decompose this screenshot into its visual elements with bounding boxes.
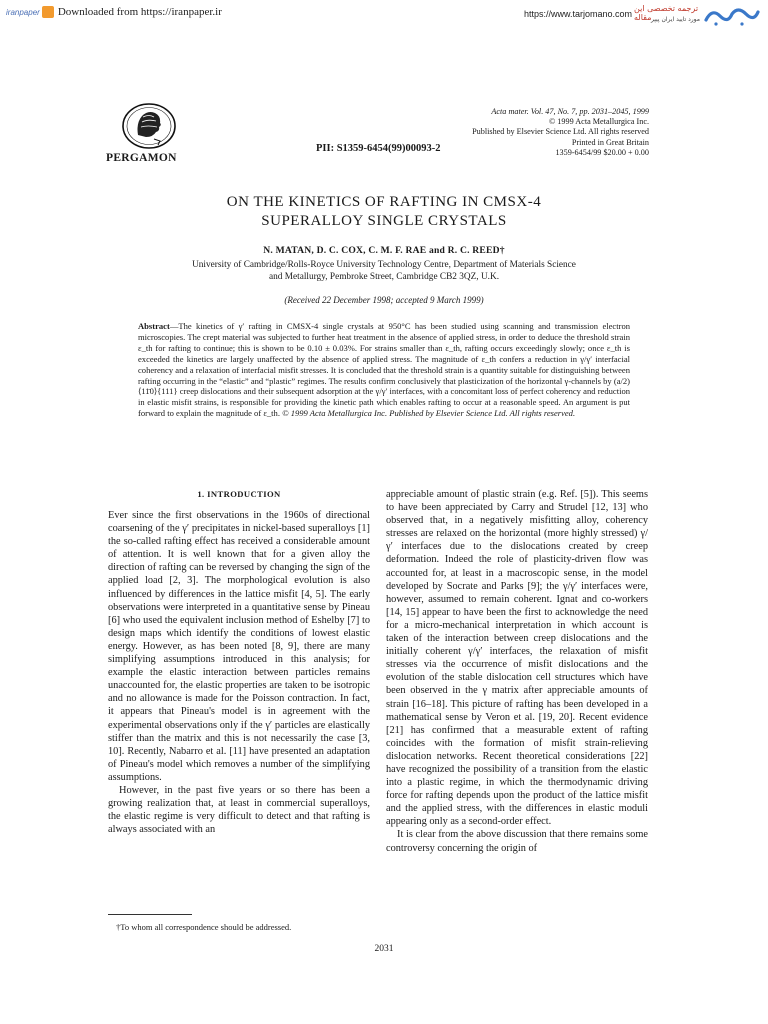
download-banner (6, 3, 222, 21)
journal-citation: Acta mater. Vol. 47, No. 7, pp. 2031–2045, 1999 (491, 107, 649, 116)
journal-publisher: Published by Elsevier Science Ltd. All rights reserved (472, 127, 649, 137)
paragraph-4: It is clear from the above discussion that there remains some controversy concerning the origin of (386, 829, 648, 854)
journal-issn-price: 1359-6454/99 $20.00 + 0.00 (555, 147, 649, 157)
pergamon-logo-icon (120, 101, 178, 151)
iranpaper-logo-icon (42, 6, 54, 18)
abstract (138, 321, 630, 419)
tarjomano-subtagline: مورد تایید ایران پیپر (650, 16, 700, 23)
iranpaper-logo: iranpaper (6, 6, 54, 18)
affiliation-line-2: and Metallurgy, Pembroke Street, Cambridge CB2 3QZ, U.K. (268, 271, 500, 282)
journal-printed: Printed in Great Britain (571, 137, 649, 147)
tarjomano-logo-icon (702, 2, 760, 28)
page-number: 2031 (374, 944, 394, 954)
abstract-label: Abstract (138, 321, 170, 331)
tarjomano-tagline: ترجمه تخصصی این مقاله (634, 4, 699, 22)
pii-identifier: PII: S1359-6454(99)00093-2 (316, 143, 441, 154)
body-column-right (386, 488, 648, 855)
correspondence-footnote: †To whom all correspondence should be addressed. (116, 922, 292, 932)
affiliation (140, 260, 628, 283)
article-title (120, 193, 648, 231)
journal-copyright: © 1999 Acta Metallurgica Inc. (549, 117, 649, 127)
abstract-text: —The kinetics of γ′ rafting in CMSX-4 single crystals at 950°C has been studied using scanning and transmission electron microscopies. The crept material was subjected to further heat treatment in the absence of applied stress, in order to deduce the threshold strain ε_th for rafting to continue; this is shown to be 0.10 ± 0.03%. For strains smaller than ε_th, rafting occurs exceedingly slowly; once ε_th is exceeded the kinetics are largely unaffected by the absence of applied stress. The magnitude of ε_th confers a reduction in γ/γ′ interfacial coherency and a relaxation of interfacial misfit stresses. It is concluded that the threshold strain is a quantity suitable for distinguishing between rafting occurring in the “elastic” and “plastic” regimes. The results confirm conclusively that plasticization of the horizontal γ-channels by (a/2)⟨11̄0⟩{111} creep dislocations and their subsequent adsorption at the γ/γ′ interfaces, with a concomitant loss of perfect coherency and reduction in elastic misfit strains, is responsible for providing the kinetic path which enables rafting to occur at a reasonable speed. An argument is put forward to explain the magnitude of ε_th. (138, 321, 630, 419)
received-dates: (Received 22 December 1998; accepted 9 March 1999) (284, 295, 484, 305)
paragraph-3: appreciable amount of plastic strain (e.g. Ref. [5]). This seems to have been appreciated by Carry and Strudel [12, 13] who observed that, in a negatively misfitting alloy, coherency stresses are relaxed on the horizontal (more highly stressed) γ/γ′ interfaces due to the dislocations created by creep deformation. Indeed the role of plasticity-driven flow was accounted for, at least in a macroscopic sense, in the model developed by Socrate and Parks [9]; the γ/γ′ interfaces were, however, assumed to remain coherent. Ignat and co-workers [14, 15] appear to have been the first to acknowledge the need for a micro-mechanical interpretation in which account is taken of the interaction between creep dislocations and the initially coherent γ/γ′ interfaces, the relaxation of misfit stresses via the occurrence of misfit dislocations and the evolution of the stable dislocation cell structures which have been observed in the γ matrix after appreciable amounts of strain [16–18]. This picture of rafting has been developed in a mathematical sense by Veron et al. [19, 20]. Recent evidence [21] has confirmed that a measurable extent of rafting coincides with the formation of misfit strain-relieving dislocation networks. Recent theoretical considerations [22] have recognized the possibility of a transition from the elastic into a plastic regime, in which the thermodynamic driving force for rafting depends upon the product of the lattice misfit and the applied stress, with the differences in elastic moduli appearing only as a second-order effect. (386, 489, 648, 828)
section-heading-introduction: 1. INTRODUCTION (197, 489, 281, 499)
title-line-2: SUPERALLOY SINGLE CRYSTALS (261, 213, 507, 229)
paragraph-1: Ever since the first observations in the 1960s of directional coarsening of the γ′ precipitates in nickel-based superalloys [1] the so-called rafting effect has received a considerable amount of attention. It is well known that for a given alloy the direction of rafting can be reversed by changing the sign of the applied load [2, 3]. The morphological evolution is also influenced by differences in the lattice misfit [4, 5]. The early observations were interpreted in a quantitative sense by Pineau [6] who used the equivalent inclusion method of Eshelby [7] to design maps which identify the conditions of lowest elastic energy. However, as has been noted [8, 9], there are many simplifying assumptions introduced in this analysis; for example the elastic interaction between particles remains unaccounted for, the elastic properties are taken to be isotropic and no allowance is made for the Poisson contraction. In fact, it appears that Pineau's model is in agreement with the experimental observations only if the γ′ particles are elastically stiffer than the matrix and this is not necessarily the case [3, 10]. Recently, Nabarro et al. [11] have presented an adaptation of Pineau's model which removes a number of the simplifying assumptions. (108, 510, 370, 783)
tarjomano-url-link[interactable]: https://www.tarjomano.com (523, 9, 632, 19)
journal-info (472, 107, 649, 158)
abstract-copyright: © 1999 Acta Metallurgica Inc. Published by Elsevier Science Ltd. All rights reserved. (279, 408, 576, 419)
author-list: N. MATAN, D. C. COX, C. M. F. RAE and R. C. REED† (263, 245, 505, 256)
introduction-left-text (108, 509, 370, 836)
title-line-1: ON THE KINETICS OF RAFTING IN CMSX-4 (226, 194, 542, 210)
footnote-divider (108, 914, 192, 915)
paragraph-2: However, in the past five years or so there has been a growing realization that, at least in commercial superalloys, the elastic regime is very difficult to detect and that rafting is always associated with an (108, 784, 370, 836)
tarjomano-banner[interactable] (634, 2, 762, 28)
publisher-name: PERGAMON (106, 152, 177, 164)
affiliation-line-1: University of Cambridge/Rolls-Royce University Technology Centre, Department of Materials Science (192, 260, 576, 270)
download-source-link[interactable]: Downloaded from https://iranpaper.ir (57, 6, 222, 18)
